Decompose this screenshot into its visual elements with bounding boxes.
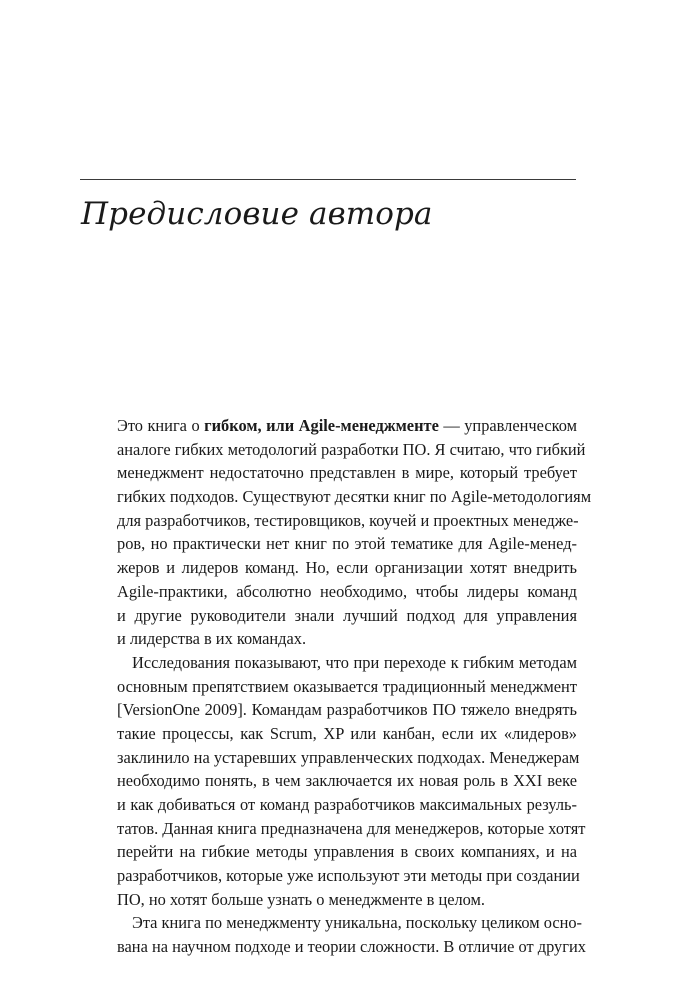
text-line <box>117 414 577 438</box>
text-line: [VersionOne 2009]. Командам разработчиков ПО тяжело внедрять <box>117 700 577 720</box>
paragraph-2 <box>117 651 586 912</box>
text-line: и другие руководители знали лучший подход для управления <box>117 605 577 625</box>
text-line: заклинило на устаревших управленческих подходах. Менеджерам <box>117 747 580 767</box>
text-line: основным препятствием оказывается традиционный менеджмент <box>117 676 577 696</box>
text-line: такие процессы, как Scrum, XP или канбан, если их «лидеров» <box>117 723 577 743</box>
text-line: менеджмент недостаточно представлен в мире, который требует <box>117 463 577 483</box>
text-line: для разработчиков, тестировщиков, коучей и проектных менедже- <box>117 510 579 530</box>
text-line: ПО, но хотят больше узнать о менеджменте в целом. <box>117 889 486 909</box>
text-line: гибких подходов. Существуют десятки книг по Agile-методологиям <box>117 487 592 507</box>
paragraph-3 <box>117 911 586 958</box>
text-line: татов. Данная книга предназначена для менеджеров, которые хотят <box>117 818 586 838</box>
text-line: разработчиков, которые уже используют эти методы при создании <box>117 866 580 886</box>
text-line: необходимо понять, в чем заключается их новая роль в XXI веке <box>117 771 577 791</box>
chapter-top-rule <box>80 179 576 180</box>
text-line: жеров и лидеров команд. Но, если организации хотят внедрить <box>117 558 577 578</box>
text-line: Исследования показывают, что при переходе к гибким методам <box>132 652 577 672</box>
bold-term: гибком, или Agile-менеджменте <box>204 416 439 435</box>
text-line: Эта книга по менеджменту уникальна, поскольку целиком осно- <box>132 913 583 933</box>
text-run: — управленческом <box>438 416 577 435</box>
text-line: вана на научном подходе и теории сложности. В отличие от других <box>117 937 586 957</box>
text-line: ров, но практически нет книг по этой тематике для Agile-менед- <box>117 534 577 554</box>
text-run: Это книга о <box>117 416 205 435</box>
paragraph-1 <box>117 414 592 651</box>
body-text <box>117 414 592 959</box>
text-line: аналоге гибких методологий разработки ПО. Я считаю, что гибкий <box>117 439 586 459</box>
text-line: и как добиваться от команд разработчиков максимальных резуль- <box>117 795 577 814</box>
chapter-title: Предисловие автора <box>81 196 433 232</box>
text-line: перейти на гибкие методы управления в своих компаниях, и на <box>117 842 577 862</box>
text-line: Agile-практики, абсолютно необходимо, чтобы лидеры команд <box>117 581 577 601</box>
text-line: и лидерства в их командах. <box>117 629 307 649</box>
